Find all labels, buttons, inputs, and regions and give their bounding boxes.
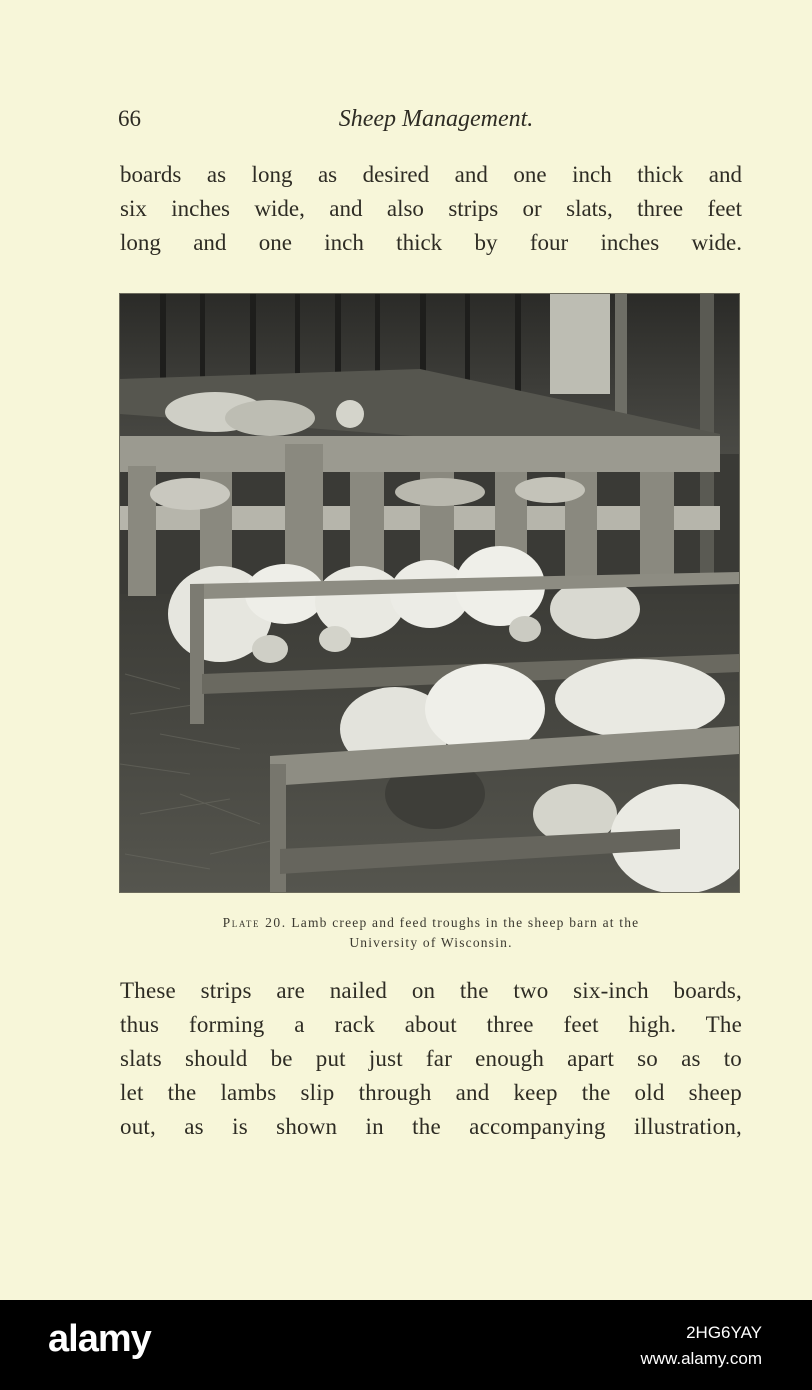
caption-text-1: Lamb creep and feed troughs in the sheep barn at the [291, 915, 640, 930]
running-title: Sheep Management. [338, 106, 534, 132]
text-line: thus forming a rack about three feet high. The [120, 1012, 742, 1037]
plate-caption [120, 913, 742, 953]
paragraph-bottom [120, 974, 742, 1144]
text-line: six inches wide, and also strips or slats, three feet [120, 196, 742, 221]
text-line: boards as long as desired and one inch thick and [120, 162, 742, 187]
text-line: slats should be put just far enough apart so as to [120, 1046, 742, 1071]
image-id: 2HG6YAY [686, 1323, 762, 1342]
caption-text-2: University of Wisconsin. [349, 935, 513, 950]
running-head [118, 106, 742, 140]
paragraph-top [120, 158, 742, 260]
image-id-block [640, 1320, 762, 1372]
text-line: let the lambs slip through and keep the old sheep [120, 1080, 742, 1105]
text-line: out, as is shown in the accompanying illustration, [120, 1114, 742, 1139]
site-link[interactable]: www.alamy.com [640, 1349, 762, 1368]
plate-label: Plate 20. [222, 915, 287, 930]
page-number: 66 [118, 106, 141, 131]
plate-photograph [119, 293, 740, 893]
stock-footer-bar [0, 1300, 812, 1390]
text-line: long and one inch thick by four inches wide. [120, 230, 742, 255]
sheep-barn-illustration [120, 294, 739, 892]
alamy-logo[interactable]: alamy [48, 1318, 151, 1360]
text-line: These strips are nailed on the two six-inch boards, [120, 978, 742, 1003]
